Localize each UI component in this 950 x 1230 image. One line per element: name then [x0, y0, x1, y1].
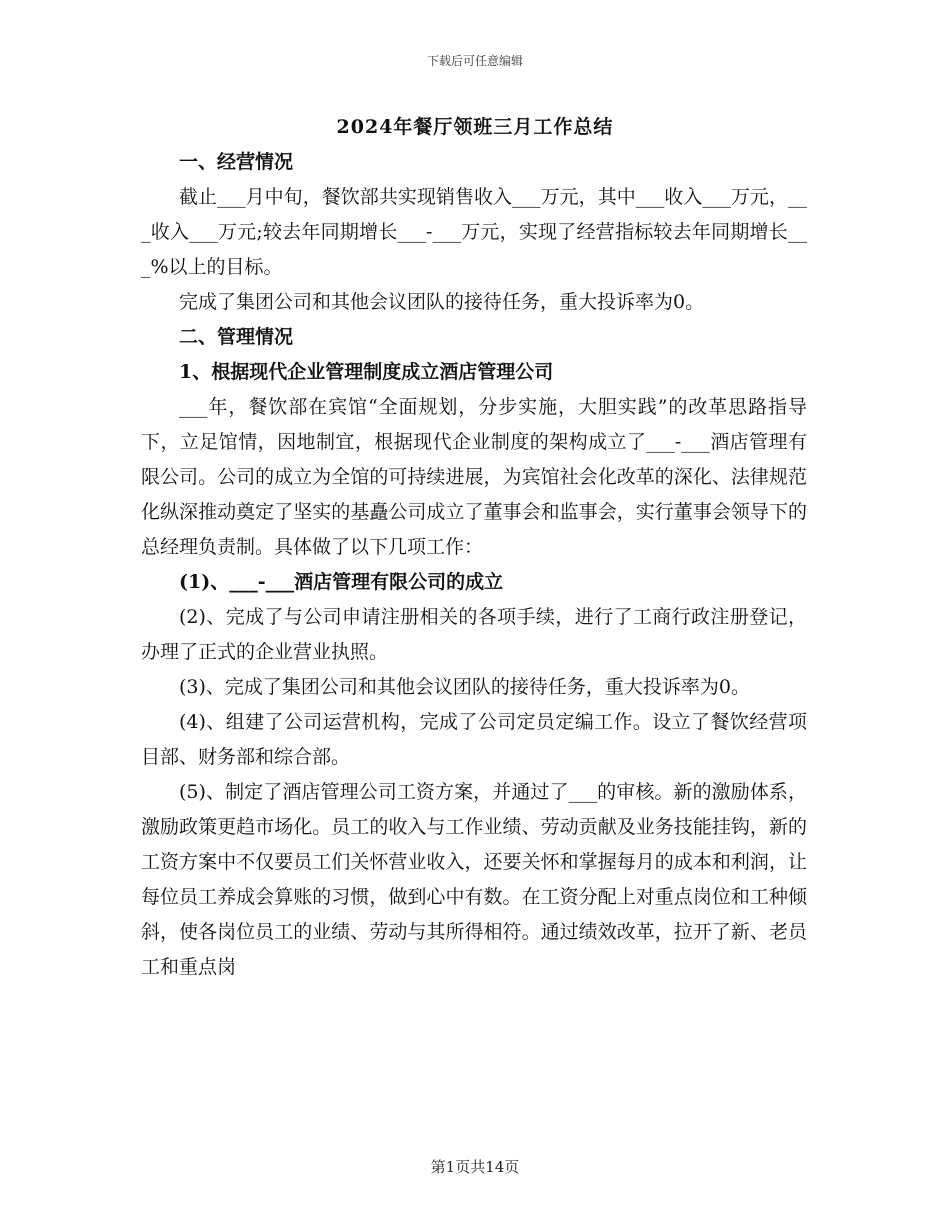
section-heading-management: 二、管理情况: [179, 326, 294, 348]
document-body: [141, 145, 807, 985]
paragraph-reception: 完成了集团公司和其他会议团队的接待任务，重大投诉率为0。: [179, 291, 705, 313]
list-item-4: (4)、组建了公司运营机构，完成了公司定员定编工作。设立了餐饮经营项目部、财务部和综合部。: [141, 711, 807, 768]
paragraph-sales: 截止___月中旬，餐饮部共实现销售收入___万元，其中___收入___万元，___收入___万元;较去年同期增长___-___万元，实现了经营指标较去年同期增长___%以上的目标。: [141, 186, 807, 278]
list-item-5: (5)、制定了酒店管理公司工资方案，并通过了___的审核。新的激励体系，激励政策更趋市场化。员工的收入与工作业绩、劳动贡献及业务技能挂钩，新的工资方案中不仅要员工们关怀营业收入，还要关怀和掌握每月的成本和利润，让每位员工养成会算账的习惯，做到心中有数。在工资分配上对重点岗位和工种倾斜，使各岗位员工的业绩、劳动与其所得相符。通过绩效改革，拉开了新、老员工和重点岗: [141, 781, 807, 978]
list-item-3: (3)、完成了集团公司和其他会议团队的接待任务，重大投诉率为0。: [179, 676, 751, 698]
list-item-2: (2)、完成了与公司申请注册相关的各项手续，进行了工商行政注册登记，办理了正式的企业营业执照。: [141, 606, 807, 663]
item-heading-1: (1)、___-___酒店管理有限公司的成立: [179, 571, 504, 593]
page-header: 下载后可任意编辑: [426, 54, 523, 68]
subsection-heading-company: 1、根据现代企业管理制度成立酒店管理公司: [179, 361, 554, 383]
document-title: 2024年餐厅领班三月工作总结: [336, 116, 614, 138]
page-footer: 第1页共14页: [430, 1158, 520, 1176]
section-heading-business: 一、经营情况: [179, 151, 294, 173]
paragraph-company-founding: ___年，餐饮部在宾馆“全面规划，分步实施，大胆实践”的改革思路指导下，立足馆情，因地制宜，根据现代企业制度的架构成立了___-___酒店管理有限公司。公司的成立为全馆的可持续进展，为宾馆社会化改革的深化、法律规范化纵深推动奠定了坚实的基矗公司成立了董事会和监事会，实行董事会领导下的总经理负责制。具体做了以下几项工作：: [141, 396, 807, 558]
